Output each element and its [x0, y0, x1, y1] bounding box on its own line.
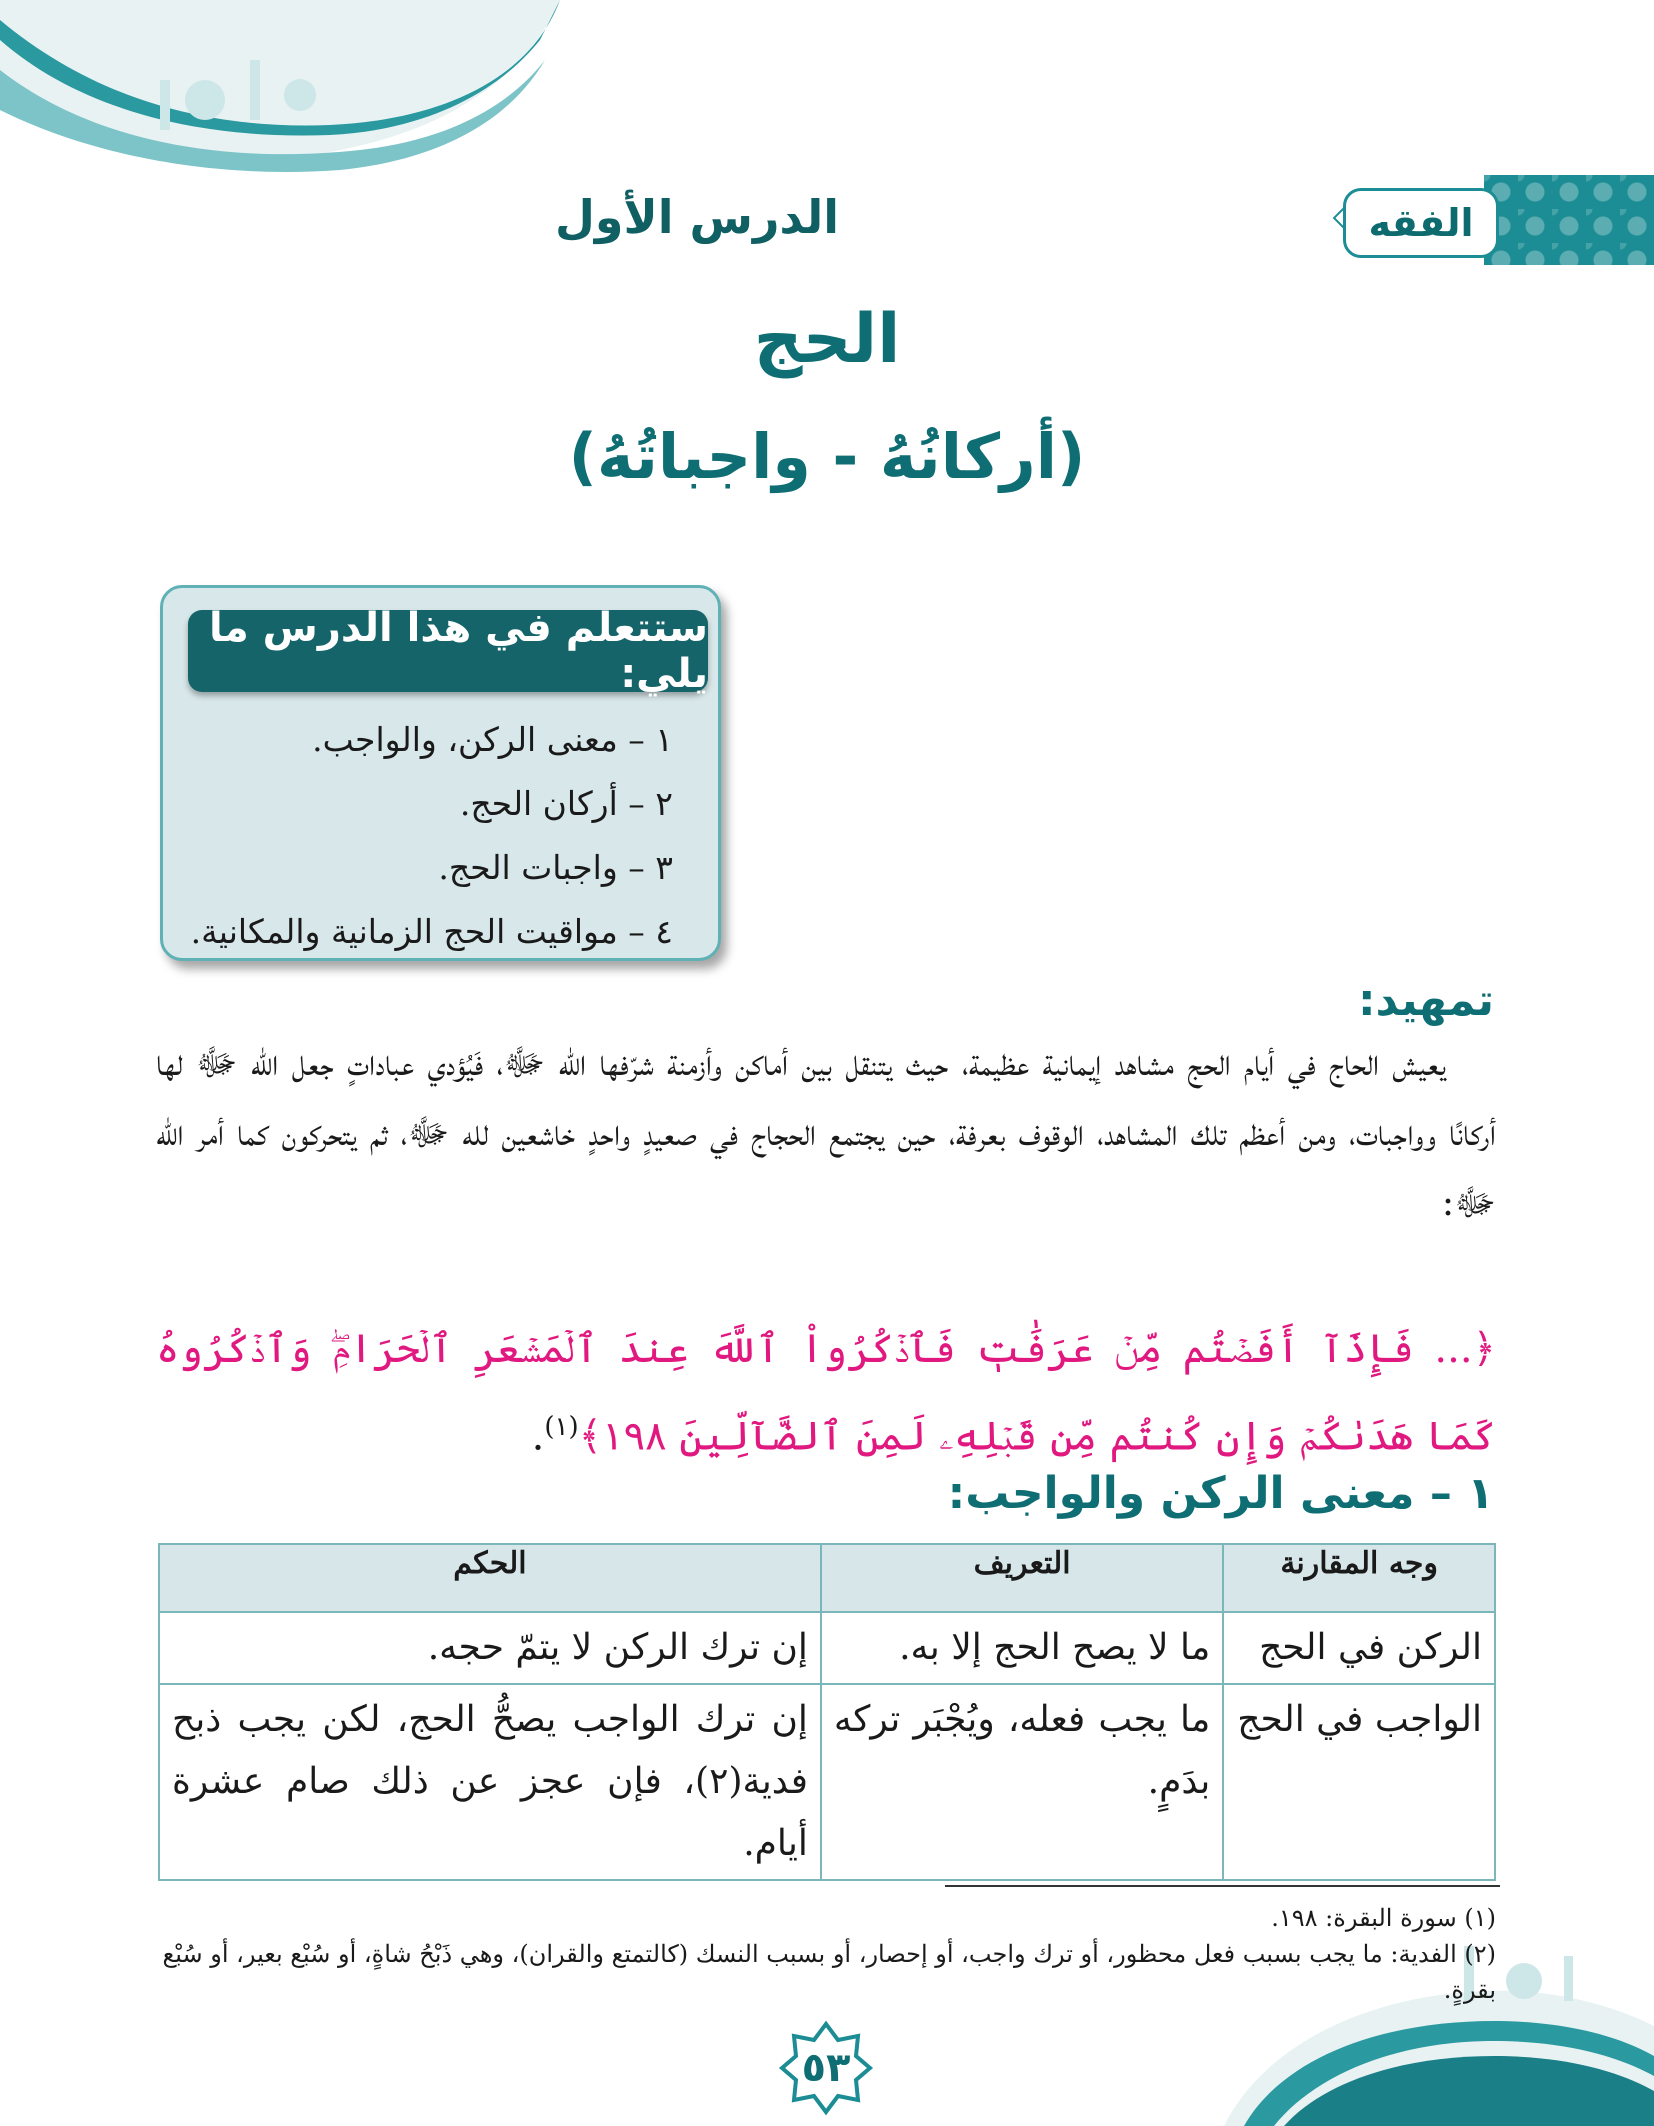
page-title: الحج: [753, 300, 901, 379]
objectives-heading: ستتعلم في هذا الدرس ما يلي:: [188, 610, 708, 692]
table-cell: الواجب في الحج: [1223, 1684, 1495, 1880]
quran-text: ﴿... فَإِذَآ أَفَضۡتُم مِّنۡ عَرَفَٰتٖ فَٱذۡكُرُواْ ٱللَّهَ عِندَ ٱلۡمَشۡعَرِ ٱلۡحَرَامِۖ وَٱذۡكُرُوهُ كَمَا هَدَىٰكُمۡ وَإِن كُنتُم مِّن قَبۡلِهِۦ لَمِنَ ٱلضَّآلِّينَ ١٩٨﴾: [156, 1326, 1496, 1460]
table-cell: ما لا يصح الحج إلا به.: [821, 1612, 1223, 1684]
objective-item: ٣ – واجبات الحج.: [438, 848, 673, 887]
objective-item: ١ – معنى الركن، والواجب.: [312, 720, 673, 759]
table-header: التعريف: [821, 1544, 1223, 1612]
footnote-ref: (١): [544, 1412, 579, 1442]
footnote: (٢) الفدية: ما يجب بسبب فعل محظور، أو ترك واجب، أو إحصار، أو بسبب النسك (كالتمتع والقران)، وهي ذَبْحُ شاةٍ، أو سُبْع بعير، أو سُبْع بقرةٍ.: [162, 1940, 1496, 2004]
objective-item: ٤ – مواقيت الحج الزمانية والمكانية.: [190, 912, 673, 951]
footnotes: [156, 1900, 1496, 2008]
page-number: ٥٣: [801, 2045, 851, 2091]
table-cell: ما يجب فعله، ويُجْبَر تركه بدَمٍ.: [821, 1684, 1223, 1880]
comparison-table: [158, 1543, 1496, 1881]
quran-verse: [156, 1310, 1496, 1475]
footnote-divider: [945, 1885, 1500, 1887]
table-header-row: [159, 1544, 1495, 1612]
footnote: (١) سورة البقرة: ١٩٨.: [1271, 1904, 1496, 1932]
table-cell: إن ترك الركن لا يتمّ حجه.: [159, 1612, 821, 1684]
table-cell: الركن في الحج: [1223, 1612, 1495, 1684]
page-subtitle: (أركانُهُ - واجباتُهُ): [568, 420, 1086, 493]
table-header: وجه المقارنة: [1223, 1544, 1495, 1612]
table-cell: إن ترك الواجب يصحُّ الحج، لكن يجب ذبح فدية(٢)، فإن عجز عن ذلك صام عشرة أيام.: [159, 1684, 821, 1880]
table-header: الحكم: [159, 1544, 821, 1612]
table-row: [159, 1684, 1495, 1880]
verse-end-punct: .: [531, 1413, 545, 1460]
subject-label: الفقه: [1343, 188, 1499, 258]
objective-item: ٢ – أركان الحج.: [459, 784, 673, 823]
table-row: [159, 1612, 1495, 1684]
objectives-box: [160, 585, 721, 961]
top-decoration: [0, 0, 620, 185]
intro-paragraph: يعيش الحاج في أيام الحج مشاهد إيمانية عظيمة، حيث يتنقل بين أماكن وأزمنة شرّفها الله ﷻ، فَيُؤدي عباداتٍ جعل الله ﷻ لها أركانًا وواجبات، ومن أعظم تلك المشاهد، الوقوف بعرفة، حين يجتمع الحجاج في صعيدٍ واحدٍ خاشعين لله ﷻ، ثم يتحركون كما أمر الله ﷻ:: [156, 1041, 1496, 1224]
objectives-list: [191, 708, 673, 964]
page-number-badge: [778, 2020, 874, 2116]
lesson-number: الدرس الأول: [554, 190, 840, 244]
section-heading: ١ – معنى الركن والواجب:: [947, 1468, 1494, 1519]
intro-heading: تمهيد:: [1357, 975, 1494, 1026]
